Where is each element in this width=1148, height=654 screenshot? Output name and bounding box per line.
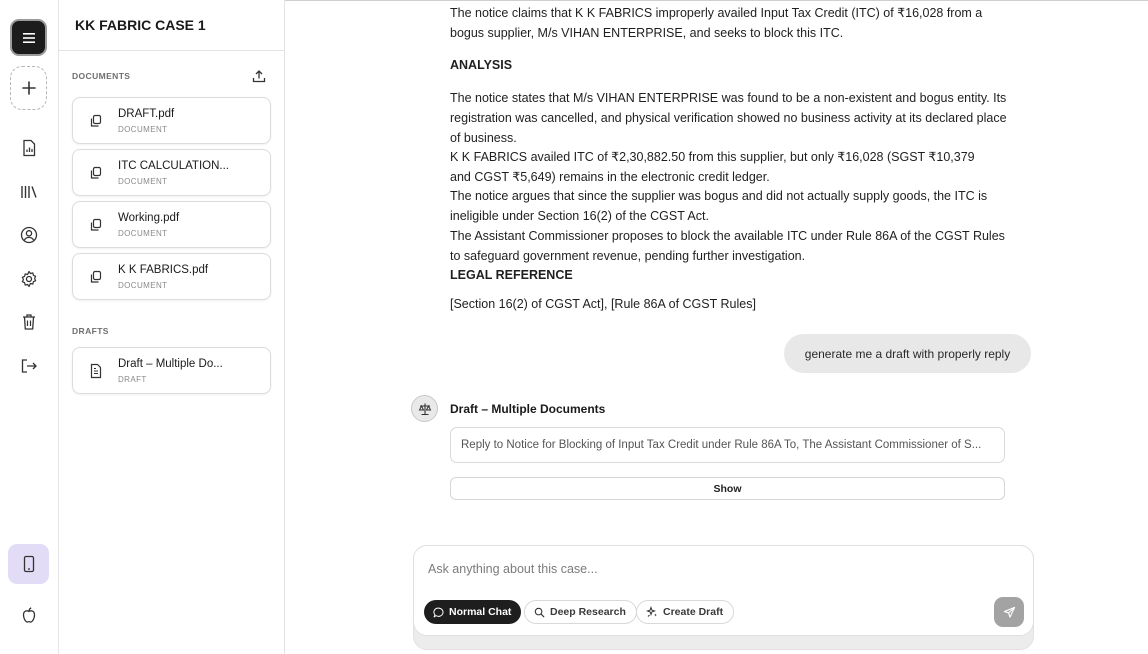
mode-label: Normal Chat <box>449 606 512 618</box>
analysis-heading: ANALYSIS <box>450 58 513 72</box>
settings-button[interactable] <box>17 267 41 291</box>
divider <box>59 50 285 51</box>
document-name: ITC CALCULATION... <box>118 160 229 172</box>
show-draft-button[interactable]: Show <box>450 477 1005 500</box>
assistant-avatar <box>411 395 438 422</box>
logout-icon <box>20 358 38 374</box>
device-view-button[interactable] <box>8 544 49 584</box>
case-title: KK FABRIC CASE 1 <box>75 17 206 33</box>
logout-button[interactable] <box>17 354 41 378</box>
trash-icon <box>21 313 37 331</box>
upload-button[interactable] <box>250 67 268 85</box>
user-circle-icon <box>20 226 38 244</box>
library-icon <box>20 184 38 200</box>
analysis-paragraph: The Assistant Commissioner proposes to block the available ITC under Rule 86A of the CGST Rules to safeguard government revenue, pending further investigation. <box>450 229 1005 263</box>
mode-label: Deep Research <box>550 606 626 618</box>
document-type: DOCUMENT <box>118 177 168 186</box>
document-icon <box>87 362 105 380</box>
new-case-button[interactable] <box>10 66 47 110</box>
draft-type: DRAFT <box>118 375 147 384</box>
normal-chat-button[interactable] <box>424 600 521 624</box>
copy-document-icon <box>87 216 105 234</box>
drafts-section-label: DRAFTS <box>72 326 109 336</box>
legal-reference-heading: LEGAL REFERENCE <box>450 268 573 282</box>
analysis-paragraph: The notice argues that since the supplier was bogus and did not actually supply goods, the ITC is ineligible under Section 16(2) of the CGST Act. <box>450 189 988 223</box>
phone-icon <box>22 555 36 573</box>
reports-button[interactable] <box>17 136 41 160</box>
upload-icon <box>252 69 266 83</box>
document-type: DOCUMENT <box>118 125 168 134</box>
document-card[interactable] <box>72 97 271 144</box>
analysis-paragraph: K K FABRICS availed ITC of ₹2,30,882.50 from this supplier, but only ₹16,028 (SGST ₹10,379 and CGST ₹5,649) remains in the electronic credit ledger. <box>450 150 975 184</box>
analysis-paragraph: The notice states that M/s VIHAN ENTERPRISE was found to be a non-existent and bogus entity. Its registration was cancelled, and physical verification showed no business activity at its declared place of business. <box>450 91 1007 145</box>
scales-icon <box>418 402 432 416</box>
menu-icon <box>21 31 37 45</box>
apple-icon <box>21 606 37 624</box>
document-type: DOCUMENT <box>118 229 168 238</box>
composer <box>413 545 1034 650</box>
document-name: K K FABRICS.pdf <box>118 264 209 276</box>
copy-document-icon <box>87 268 105 286</box>
trash-button[interactable] <box>17 310 41 334</box>
document-name: DRAFT.pdf <box>118 108 175 120</box>
composer-box <box>413 545 1034 636</box>
send-icon <box>1003 606 1016 619</box>
sparkle-icon <box>646 606 658 618</box>
plus-icon <box>21 80 37 96</box>
draft-preview[interactable]: Reply to Notice for Blocking of Input Tax Credit under Rule 86A To, The Assistant Commissioner of S... <box>450 427 1005 463</box>
chat-bubble-icon <box>433 607 444 618</box>
documents-panel <box>59 0 285 654</box>
legal-reference-text: [Section 16(2) of CGST Act], [Rule 86A of CGST Rules] <box>450 297 756 311</box>
documents-section-label: DOCUMENTS <box>72 71 131 81</box>
copy-document-icon <box>87 164 105 182</box>
message-intro: The notice claims that K K FABRICS improperly availed Input Tax Credit (ITC) of ₹16,028 from a bogus supplier, M/s VIHAN ENTERPRISE, and seeks to block this ITC. <box>450 6 983 40</box>
chat-input[interactable]: Ask anything about this case... <box>428 562 598 576</box>
mode-label: Create Draft <box>663 606 724 618</box>
draft-name: Draft – Multiple Do... <box>118 358 223 370</box>
send-button[interactable] <box>994 597 1024 627</box>
library-button[interactable] <box>17 180 41 204</box>
create-draft-button[interactable] <box>636 600 734 624</box>
document-card[interactable] <box>72 253 271 300</box>
user-message: generate me a draft with properly reply <box>784 334 1031 373</box>
deep-research-button[interactable] <box>524 600 637 624</box>
gear-icon <box>20 270 38 288</box>
search-icon <box>534 607 545 618</box>
left-rail <box>0 0 59 654</box>
copy-document-icon <box>87 112 105 130</box>
apple-button[interactable] <box>17 603 41 627</box>
report-icon <box>21 139 37 157</box>
document-card[interactable] <box>72 201 271 248</box>
profile-button[interactable] <box>17 223 41 247</box>
document-type: DOCUMENT <box>118 281 168 290</box>
document-name: Working.pdf <box>118 212 180 224</box>
draft-card[interactable] <box>72 347 271 394</box>
document-card[interactable] <box>72 149 271 196</box>
draft-title: Draft – Multiple Documents <box>450 402 606 416</box>
menu-button[interactable] <box>10 19 47 56</box>
